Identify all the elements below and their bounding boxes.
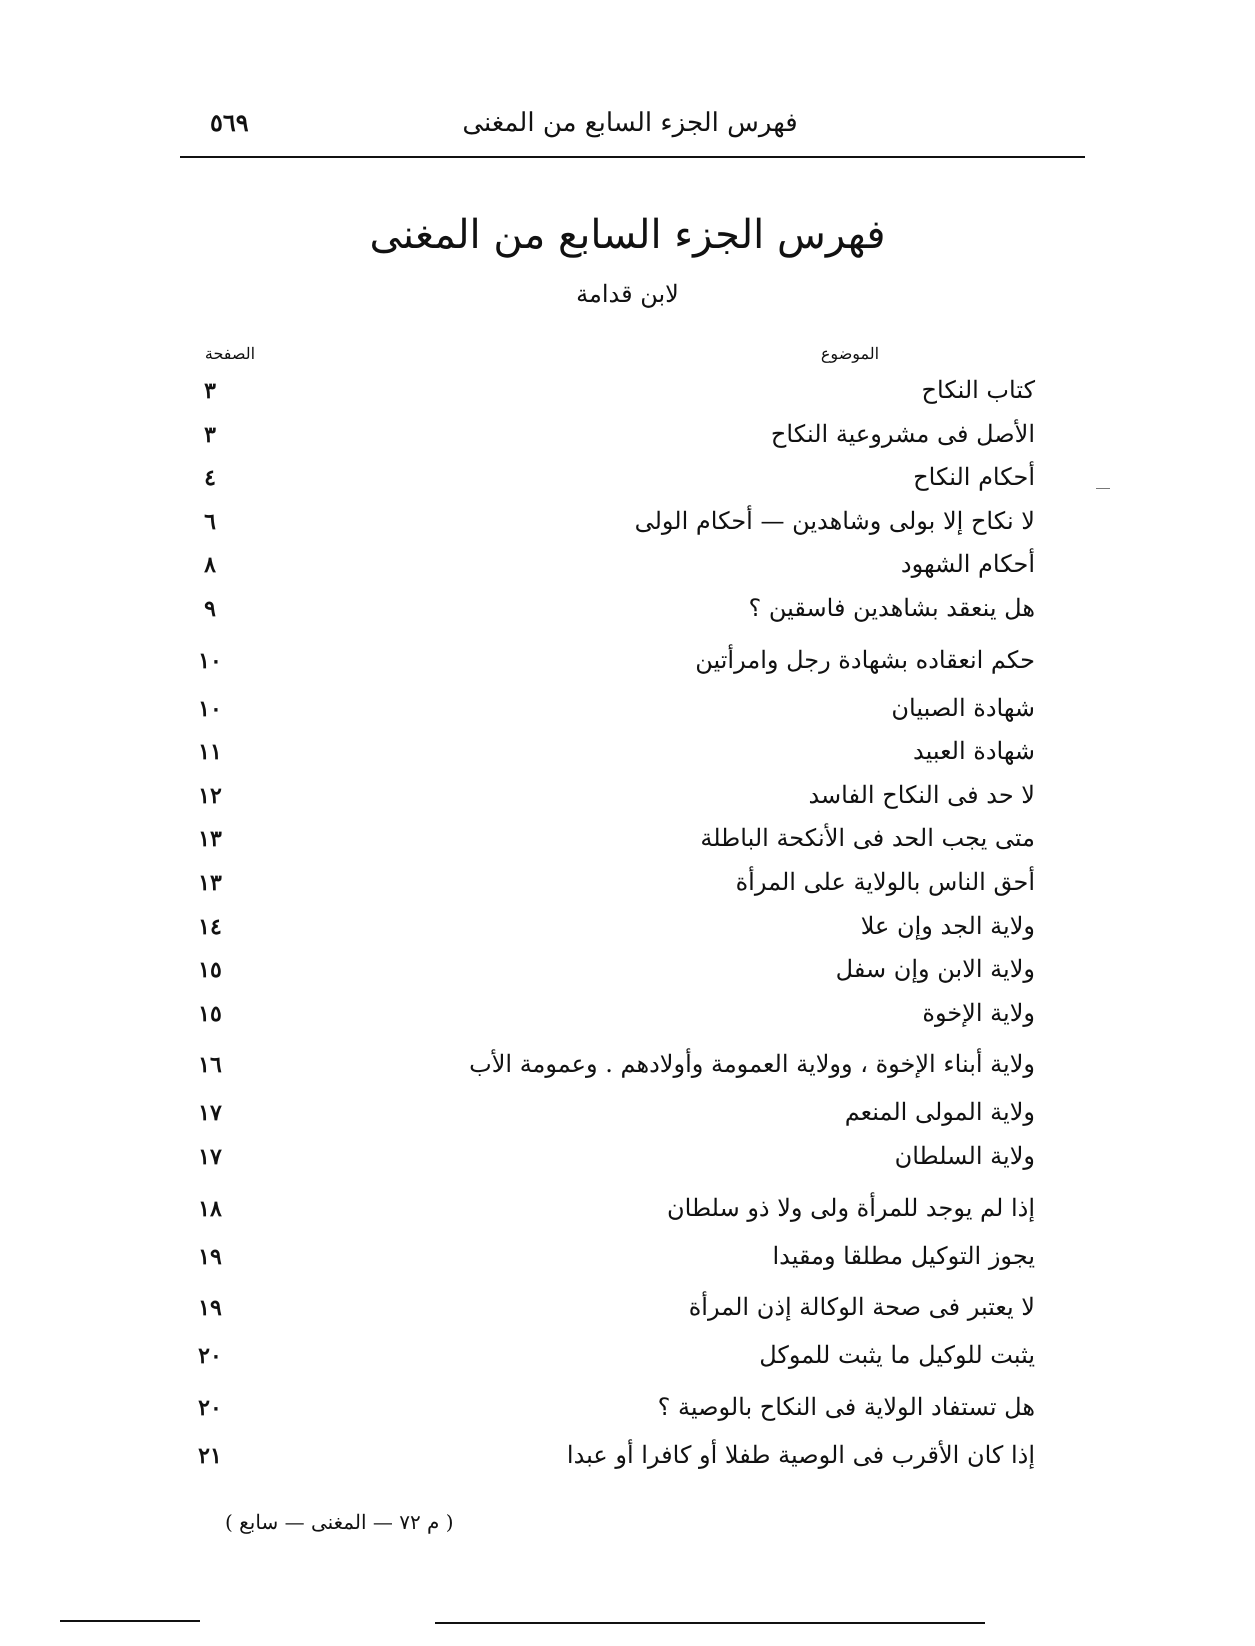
- index-entry: [180, 1180, 1035, 1236]
- index-entry: [180, 1036, 1035, 1092]
- index-entry: [180, 414, 1035, 458]
- index-entry: [180, 1435, 1035, 1479]
- signature-line: ( م ٧٢ — المغنى — سابع ): [225, 1510, 454, 1534]
- entry-topic: متى يجب الحد فى الأنكحة الباطلة: [700, 824, 1035, 853]
- entry-page-number: ١١: [198, 739, 222, 766]
- entry-page-number: ١٤: [198, 913, 222, 940]
- index-entry: [180, 501, 1035, 545]
- running-title: فهرس الجزء السابع من المغنى: [462, 108, 798, 138]
- entry-topic: يجوز التوكيل مطلقا ومقيدا: [772, 1241, 1035, 1270]
- entry-page-number: ١٠: [198, 695, 222, 722]
- footer-rule-left: [60, 1620, 200, 1622]
- entry-page-number: ٢١: [198, 1442, 222, 1469]
- margin-mark: [1096, 488, 1110, 489]
- column-header-topic: الموضوع: [820, 344, 880, 363]
- entry-page-number: ١٥: [198, 1000, 222, 1027]
- running-header: [180, 108, 1080, 148]
- entry-page-number: ٤: [204, 465, 216, 492]
- entry-page-number: ١٧: [198, 1143, 222, 1170]
- entry-topic: هل تستفاد الولاية فى النكاح بالوصية ؟: [657, 1392, 1035, 1421]
- entry-topic: ولاية السلطان: [894, 1141, 1035, 1170]
- entry-topic: أحكام الشهود: [900, 550, 1035, 579]
- entry-topic: أحكام النكاح: [913, 463, 1035, 492]
- index-entry: [180, 1279, 1035, 1335]
- entry-page-number: ١٥: [198, 957, 222, 984]
- header-rule: [180, 156, 1085, 158]
- entry-page-number: ٢٠: [198, 1394, 222, 1421]
- entry-page-number: ٦: [204, 508, 216, 535]
- index-entry: [180, 1092, 1035, 1136]
- index-entry: [180, 949, 1035, 993]
- entry-page-number: ١٠: [198, 647, 222, 674]
- entry-page-number: ١٩: [198, 1295, 222, 1322]
- page-subtitle: لابن قدامة: [576, 280, 679, 308]
- index-entry: [180, 862, 1035, 906]
- entry-page-number: ٩: [204, 595, 216, 622]
- entry-topic: إذا كان الأقرب فى الوصية طفلا أو كافرا أو عبدا: [566, 1440, 1035, 1469]
- entry-topic: يثبت للوكيل ما يثبت للموكل: [759, 1341, 1035, 1370]
- entry-page-number: ١٩: [198, 1243, 222, 1270]
- index-entry: [180, 588, 1035, 632]
- index-entry: [180, 688, 1035, 732]
- entry-topic: هل ينعقد بشاهدين فاسقين ؟: [748, 593, 1035, 622]
- index-entry: [180, 370, 1035, 414]
- entry-topic: لا حد فى النكاح الفاسد: [808, 780, 1035, 809]
- entry-topic: ولاية الإخوة: [922, 998, 1035, 1027]
- entry-page-number: ٢٠: [198, 1343, 222, 1370]
- index-entry: [180, 1379, 1035, 1435]
- entry-page-number: ١٢: [198, 782, 222, 809]
- entry-page-number: ٣: [204, 378, 216, 404]
- entry-topic: ولاية المولى المنعم: [844, 1098, 1035, 1127]
- index-entry: [180, 818, 1035, 862]
- entry-topic: ولاية أبناء الإخوة ، وولاية العمومة وأولادهم . وعمومة الأب: [469, 1050, 1035, 1079]
- entry-page-number: ٨: [204, 552, 216, 579]
- index-entry: [180, 775, 1035, 819]
- entry-topic: إذا لم يوجد للمرأة ولى ولا ذو سلطان: [667, 1193, 1035, 1222]
- column-header-page: الصفحة: [204, 344, 256, 363]
- entry-topic: الأصل فى مشروعية النكاح: [770, 419, 1035, 448]
- entry-page-number: ١٧: [198, 1100, 222, 1127]
- entry-topic: ولاية الابن وإن سفل: [835, 955, 1035, 984]
- entry-topic: شهادة العبيد: [912, 737, 1035, 766]
- entry-topic: لا نكاح إلا بولى وشاهدين — أحكام الولى: [634, 506, 1035, 535]
- entry-page-number: ١٦: [198, 1052, 222, 1079]
- footer-rule-right: [435, 1622, 985, 1624]
- entry-page-number: ٣: [204, 421, 216, 448]
- entry-topic: شهادة الصبيان: [891, 693, 1035, 722]
- index-entries: [180, 370, 1035, 1478]
- entry-topic: أحق الناس بالولاية على المرأة: [735, 867, 1035, 896]
- entry-page-number: ١٣: [198, 826, 222, 853]
- index-entry: [180, 1136, 1035, 1180]
- page-title: فهرس الجزء السابع من المغنى: [369, 212, 886, 258]
- index-entry: [180, 731, 1035, 775]
- index-entry: [180, 544, 1035, 588]
- entry-page-number: ١٨: [198, 1195, 222, 1222]
- entry-page-number: ١٣: [198, 869, 222, 896]
- entry-topic: كتاب النكاح: [921, 376, 1035, 404]
- index-entry: [180, 457, 1035, 501]
- index-entry: [180, 993, 1035, 1037]
- entry-topic: حكم انعقاده بشهادة رجل وامرأتين: [695, 645, 1035, 674]
- index-entry: [180, 632, 1035, 688]
- index-entry: [180, 1335, 1035, 1379]
- entry-topic: لا يعتبر فى صحة الوكالة إذن المرأة: [688, 1293, 1035, 1322]
- running-page-number: ٥٦٩: [210, 108, 249, 137]
- index-entry: [180, 906, 1035, 950]
- entry-topic: ولاية الجد وإن علا: [860, 911, 1035, 940]
- index-entry: [180, 1236, 1035, 1280]
